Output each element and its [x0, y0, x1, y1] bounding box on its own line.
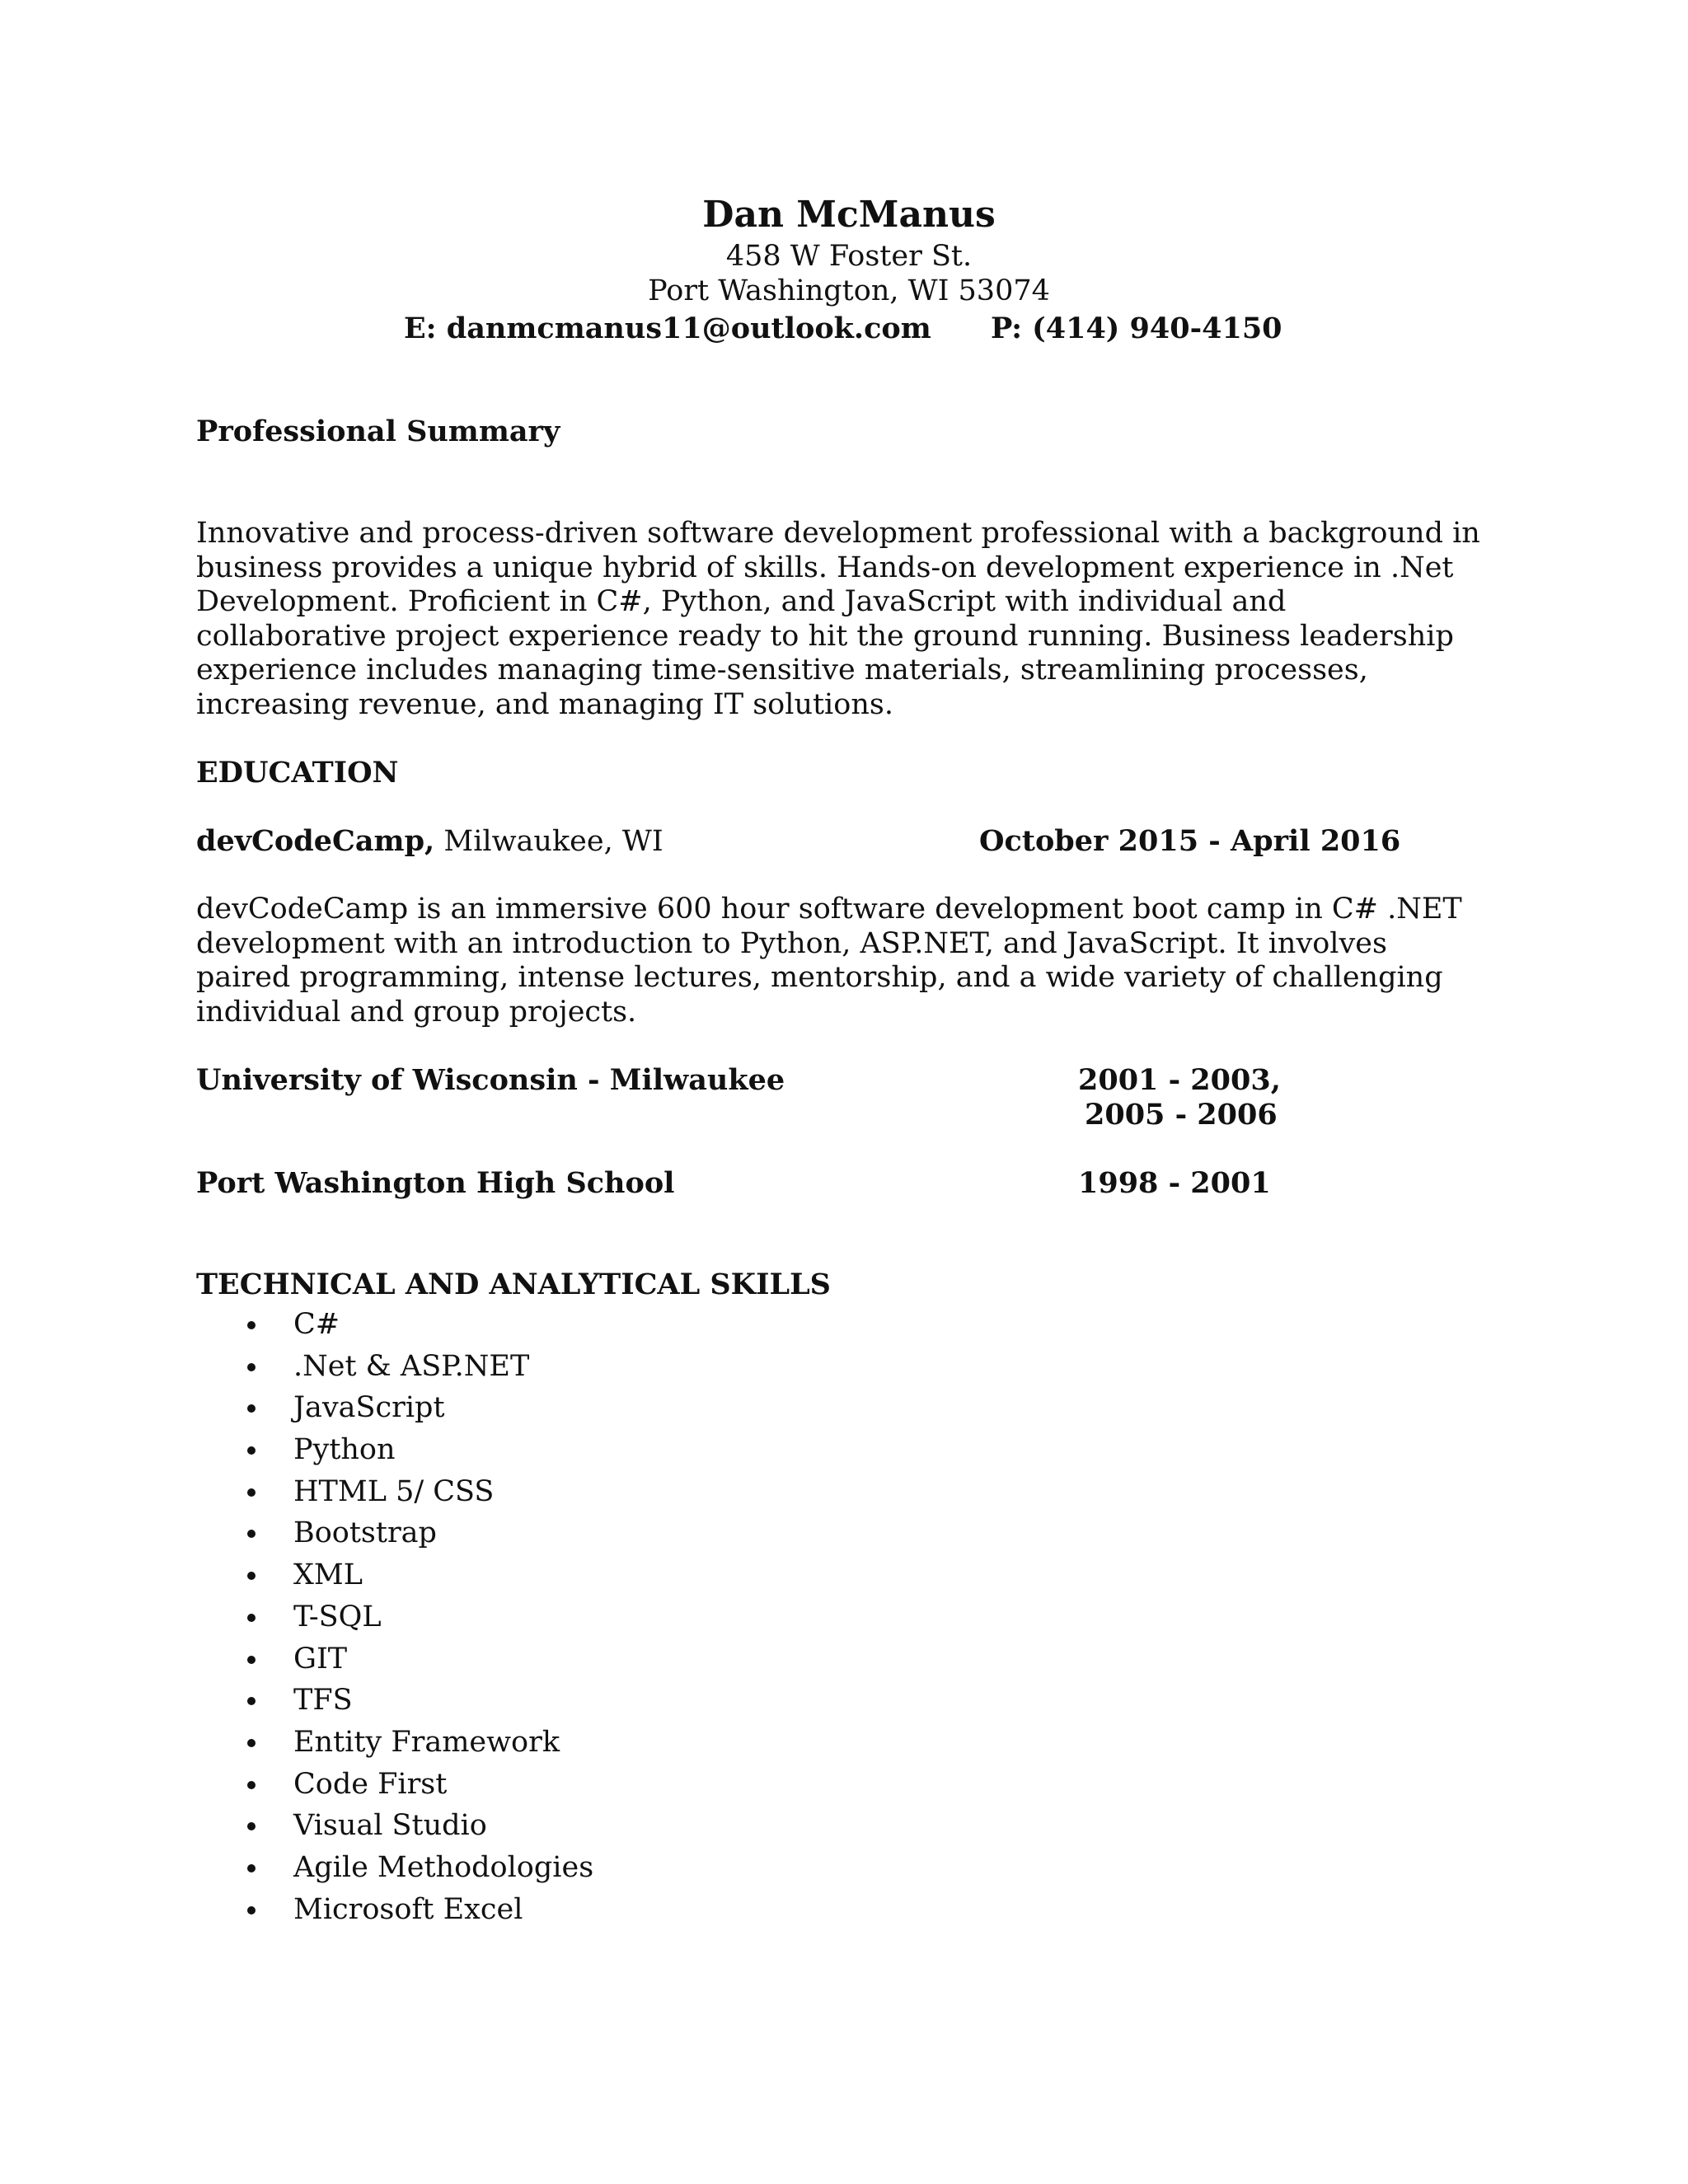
list-item — [196, 1847, 593, 1889]
education-entry-devcodecamp — [196, 824, 663, 859]
skill-label: Bootstrap — [293, 1516, 437, 1550]
list-item — [196, 1304, 593, 1346]
education-entry-uwm — [196, 1063, 785, 1098]
professional-summary-text: Innovative and process-driven software development professional with a background in business provides a unique hybrid of skills. Hands-on development experience in .Net Development. Proficient in C#, Python, and JavaScript with individual and collaborative project experience ready to hit the ground running. Business leadership experience includes managing time-sensitive materials, streamlining processes, increasing revenue, and managing IT solutions. — [196, 517, 1480, 721]
email-address: E: danmcmanus11@outlook.com — [404, 312, 931, 345]
skill-label: HTML 5/ CSS — [293, 1474, 495, 1508]
bullet-icon — [247, 1446, 256, 1455]
education-heading: EDUCATION — [196, 756, 399, 790]
devcodecamp-description: devCodeCamp is an immersive 600 hour software development boot camp in C# .NET development with an introduction to Python, ASP.NET, and JavaScript. It involves paired programming, intense lectures, mentorship, and a wide variety of challenging individual and group projects. — [196, 893, 1462, 1029]
candidate-name: Dan McManus — [702, 194, 996, 236]
skills-heading: TECHNICAL AND ANALYTICAL SKILLS — [196, 1268, 831, 1301]
school-name: University of Wisconsin - Milwaukee — [196, 1063, 785, 1097]
skill-label: JavaScript — [293, 1391, 445, 1425]
bullet-icon — [247, 1739, 256, 1747]
list-item — [196, 1722, 593, 1764]
skill-label: Python — [293, 1433, 396, 1467]
bullet-icon — [247, 1404, 256, 1413]
bullet-icon — [247, 1363, 256, 1371]
list-item — [196, 1429, 593, 1471]
skill-label: TFS — [293, 1684, 353, 1718]
bullet-icon — [247, 1822, 256, 1830]
education-dates-uwm-1: 2001 - 2003, — [1078, 1063, 1281, 1097]
skill-label: GIT — [293, 1642, 348, 1675]
education-dates-uwm-2: 2005 - 2006 — [1085, 1098, 1278, 1132]
list-item — [196, 1764, 593, 1806]
resume-header — [0, 191, 1688, 308]
skill-label: C# — [293, 1308, 340, 1341]
bullet-icon — [247, 1697, 256, 1705]
list-item — [196, 1387, 593, 1429]
skills-list — [196, 1304, 593, 1930]
list-item — [196, 1680, 593, 1722]
bullet-icon — [247, 1864, 256, 1872]
bullet-icon — [247, 1614, 256, 1622]
list-item — [196, 1805, 593, 1847]
skill-label: Visual Studio — [293, 1809, 487, 1843]
address-line-1: 458 W Foster St. — [725, 240, 973, 273]
bullet-icon — [247, 1906, 256, 1915]
list-item — [196, 1596, 593, 1638]
bullet-icon — [247, 1656, 256, 1664]
professional-summary-heading: Professional Summary — [196, 415, 560, 448]
bullet-icon — [247, 1321, 256, 1329]
school-name: devCodeCamp, — [196, 824, 435, 858]
education-dates-devcodecamp: October 2015 - April 2016 — [979, 824, 1401, 858]
school-name: Port Washington High School — [196, 1166, 675, 1200]
list-item — [196, 1346, 593, 1388]
skill-label: XML — [293, 1558, 363, 1592]
education-dates-high-school: 1998 - 2001 — [1078, 1166, 1271, 1200]
skill-label: Entity Framework — [293, 1725, 560, 1759]
list-item — [196, 1554, 593, 1596]
list-item — [196, 1512, 593, 1554]
bullet-icon — [247, 1572, 256, 1580]
school-location: Milwaukee, WI — [434, 825, 663, 858]
bullet-icon — [247, 1488, 256, 1497]
skill-label: .Net & ASP.NET — [293, 1349, 530, 1383]
phone-number: P: (414) 940-4150 — [991, 312, 1282, 345]
education-entry-high-school — [196, 1166, 674, 1201]
list-item — [196, 1638, 593, 1680]
list-item — [196, 1889, 593, 1931]
skill-label: Code First — [293, 1767, 448, 1801]
address-line-2: Port Washington, WI 53074 — [648, 274, 1050, 307]
skill-label: Agile Methodologies — [293, 1850, 594, 1884]
skill-label: Microsoft Excel — [293, 1892, 523, 1926]
bullet-icon — [247, 1781, 256, 1789]
skill-label: T-SQL — [293, 1600, 382, 1633]
bullet-icon — [247, 1530, 256, 1538]
list-item — [196, 1471, 593, 1513]
